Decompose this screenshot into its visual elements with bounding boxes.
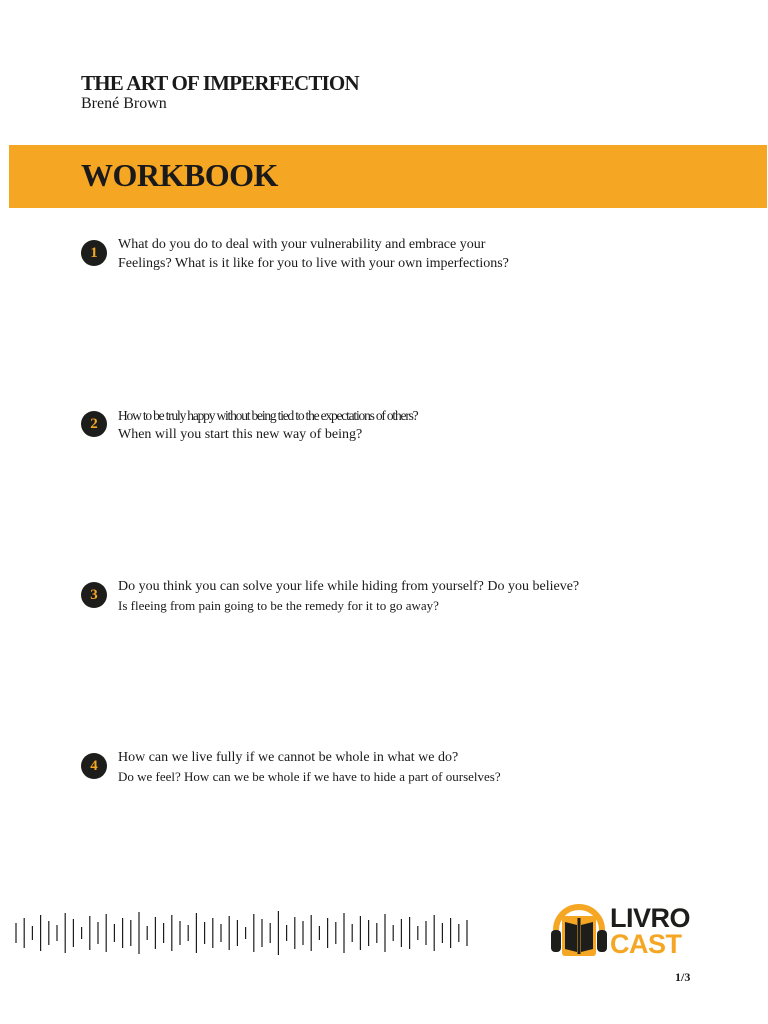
question-line: Is fleeing from pain going to be the remedy for it to go away?: [118, 598, 439, 613]
book-author: Brené Brown: [81, 95, 167, 112]
soundwave-decoration: [14, 910, 476, 956]
question-number-badge: 2: [81, 411, 107, 437]
question-line: When will you start this new way of being?: [118, 427, 363, 442]
question-line: Feelings? What is it like for you to live with your own imperfections?: [118, 256, 509, 271]
livrocast-logo: [550, 900, 700, 962]
question-text: [118, 577, 718, 615]
book-title: THE ART OF IMPERFECTION: [81, 71, 359, 95]
banner-title: WORKBOOK: [81, 157, 278, 193]
question-number-badge: 4: [81, 753, 107, 779]
workbook-banner: [9, 145, 767, 208]
question-number-badge: 3: [81, 582, 107, 608]
page-number: 1/3: [675, 970, 691, 984]
logo-text-cast: CAST: [610, 929, 682, 959]
question-line: How can we live fully if we cannot be whole in what we do?: [118, 750, 459, 765]
question-line: Do you think you can solve your life while hiding from yourself? Do you believe?: [118, 579, 580, 594]
headphones-book-icon: [550, 900, 608, 962]
question-text: [118, 235, 718, 273]
question-line: What do you do to deal with your vulnerability and embrace your: [118, 237, 486, 252]
question-line: How to be truly happy without being tied to the expectations of others?: [118, 408, 418, 423]
question-line: Do we feel? How can we be whole if we have to hide a part of ourselves?: [118, 769, 501, 784]
question-number-badge: 1: [81, 240, 107, 266]
question-text: [118, 748, 718, 786]
logo-text-livro: LIVRO: [610, 903, 691, 933]
question-text: [118, 406, 718, 444]
